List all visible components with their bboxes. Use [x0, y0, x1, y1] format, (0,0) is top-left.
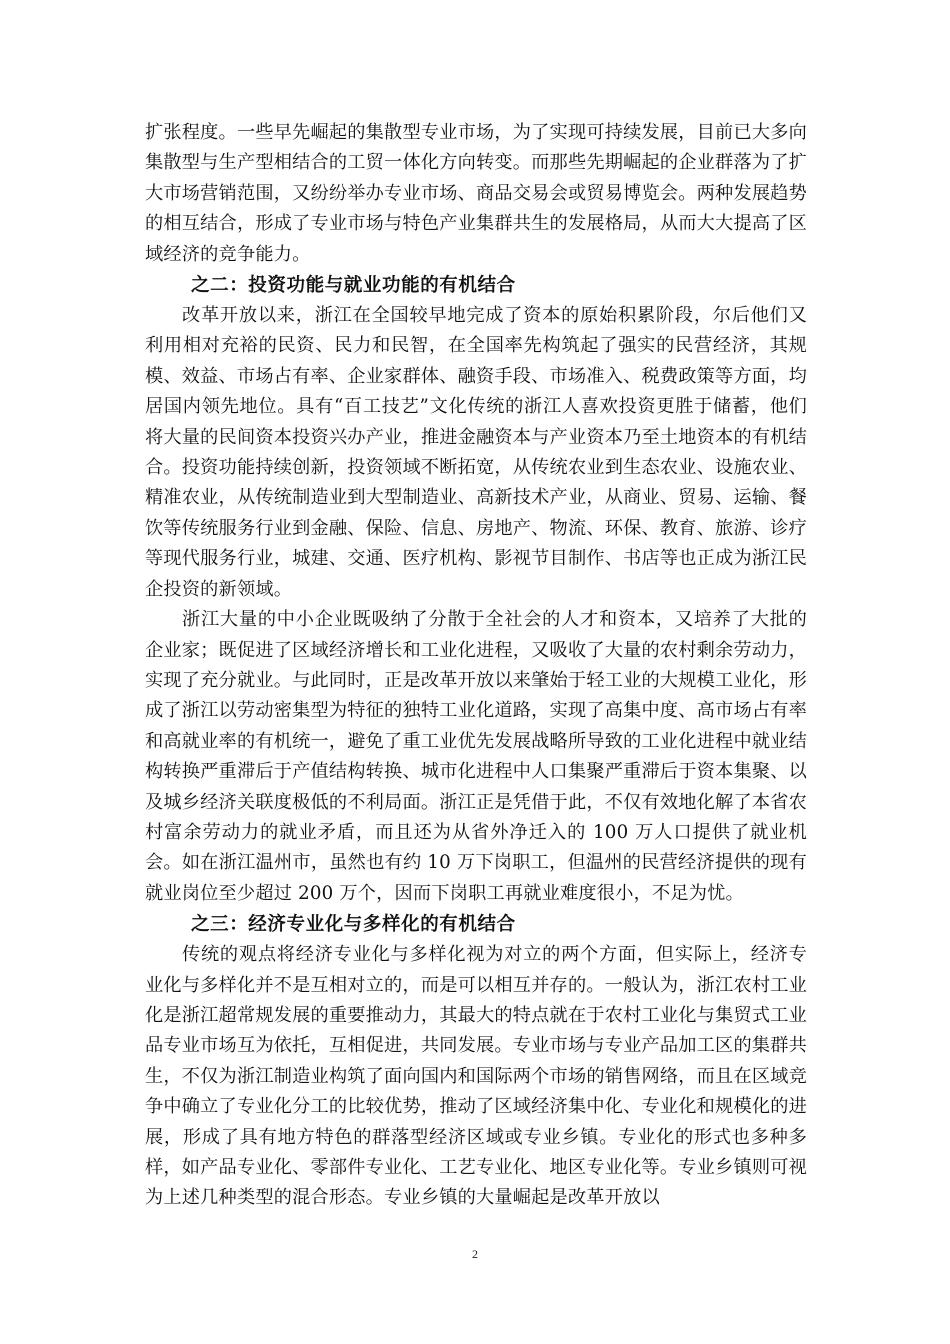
paragraph-continuation: 扩张程度。一些早先崛起的集散型专业市场，为了实现可持续发展，目前已大多向集散型与生产型相结合的工贸一体化方向转变。而那些先期崛起的企业群落为了扩大市场营销范围，又纷纷举办专业市场、商品交易会或贸易博览会。两种发展趋势的相互结合，形成了专业市场与特色产业集群共生的发展格局，从而大大提高了区域经济的竞争能力。 — [145, 122, 807, 265]
paragraph-investment: 改革开放以来，浙江在全国较早地完成了资本的原始积累阶段，尔后他们又利用相对充裕的民资、民力和民智，在全国率先构筑起了强实的民营经济，其规模、效益、市场占有率、企业家群体、融资手段、市场准入、税费政策等方面，均居国内领先地位。具有“百工技艺”文化传统的浙江人喜欢投资更胜于储蓄，他们将大量的民间资本投资兴办产业，推进金融资本与产业资本乃至土地资本的有机结合。投资功能持续创新，投资领域不断拓宽，从传统农业到生态农业、设施农业、精准农业，从传统制造业到大型制造业、高新技术产业，从商业、贸易、运输、餐饮等传统服务行业到金融、保险、信息、房地产、物流、环保、教育、旅游、诊疗等现代服务行业，城建、交通、医疗机构、影视节目制作、书店等也正成为浙江民企投资的新领域。 — [145, 305, 807, 600]
section-heading-3: 之三：经济专业化与多样化的有机结合 — [191, 914, 516, 936]
paragraph-employment: 浙江大量的中小企业既吸纳了分散于全社会的人才和资本，又培养了大批的企业家；既促进了区域经济增长和工业化进程，又吸收了大量的农村剩余劳动力，实现了充分就业。与此同时，正是改革开放以来肇始于轻工业的大规模工业化，形成了浙江以劳动密集型为特征的独特工业化道路，实现了高集中度、高市场占有率和高就业率的有机统一，避免了重工业优先发展战略所导致的工业化进程中就业结构转换严重滞后于产值结构转换、城市化进程中人口集聚严重滞后于资本集聚、以及城乡经济关联度极低的不利局面。浙江正是凭借于此，不仅有效地化解了本省农村富余劳动力的就业矛盾，而且还为从省外净迁入的 100 万人口提供了就业机会。如在浙江温州市，虽然也有约 10 万下岗职工，但温州的民营经济提供的现有就业岗位至少超过 200 万个，因而下岗职工再就业难度很小，不足为忧。 — [145, 609, 807, 904]
document-body — [145, 118, 807, 1214]
paragraph-specialization: 传统的观点将经济专业化与多样化视为对立的两个方面，但实际上，经济专业化与多样化并不是互相对立的，而是可以相互并存的。一般认为，浙江农村工业化是浙江超常规发展的重要推动力，其最大的特点就在于农村工业化与集贸式工业品专业市场互为依托，互相促进，共同发展。专业市场与专业产品加工区的集群共生，不仅为浙江制造业构筑了面向国内和国际两个市场的销售网络，而且在区域竞争中确立了专业化分工的比较优势，推动了区域经济集中化、专业化和规模化的进展，形成了具有地方特色的群落型经济区域或专业乡镇。专业化的形式也多种多样，如产品专业化、零部件专业化、工艺专业化、地区专业化等。专业乡镇则可视为上述几种类型的混合形态。专业乡镇的大量崛起是改革开放以 — [145, 944, 807, 1209]
page-number: 2 — [472, 1247, 478, 1261]
section-heading-2: 之二：投资功能与就业功能的有机结合 — [191, 275, 516, 297]
